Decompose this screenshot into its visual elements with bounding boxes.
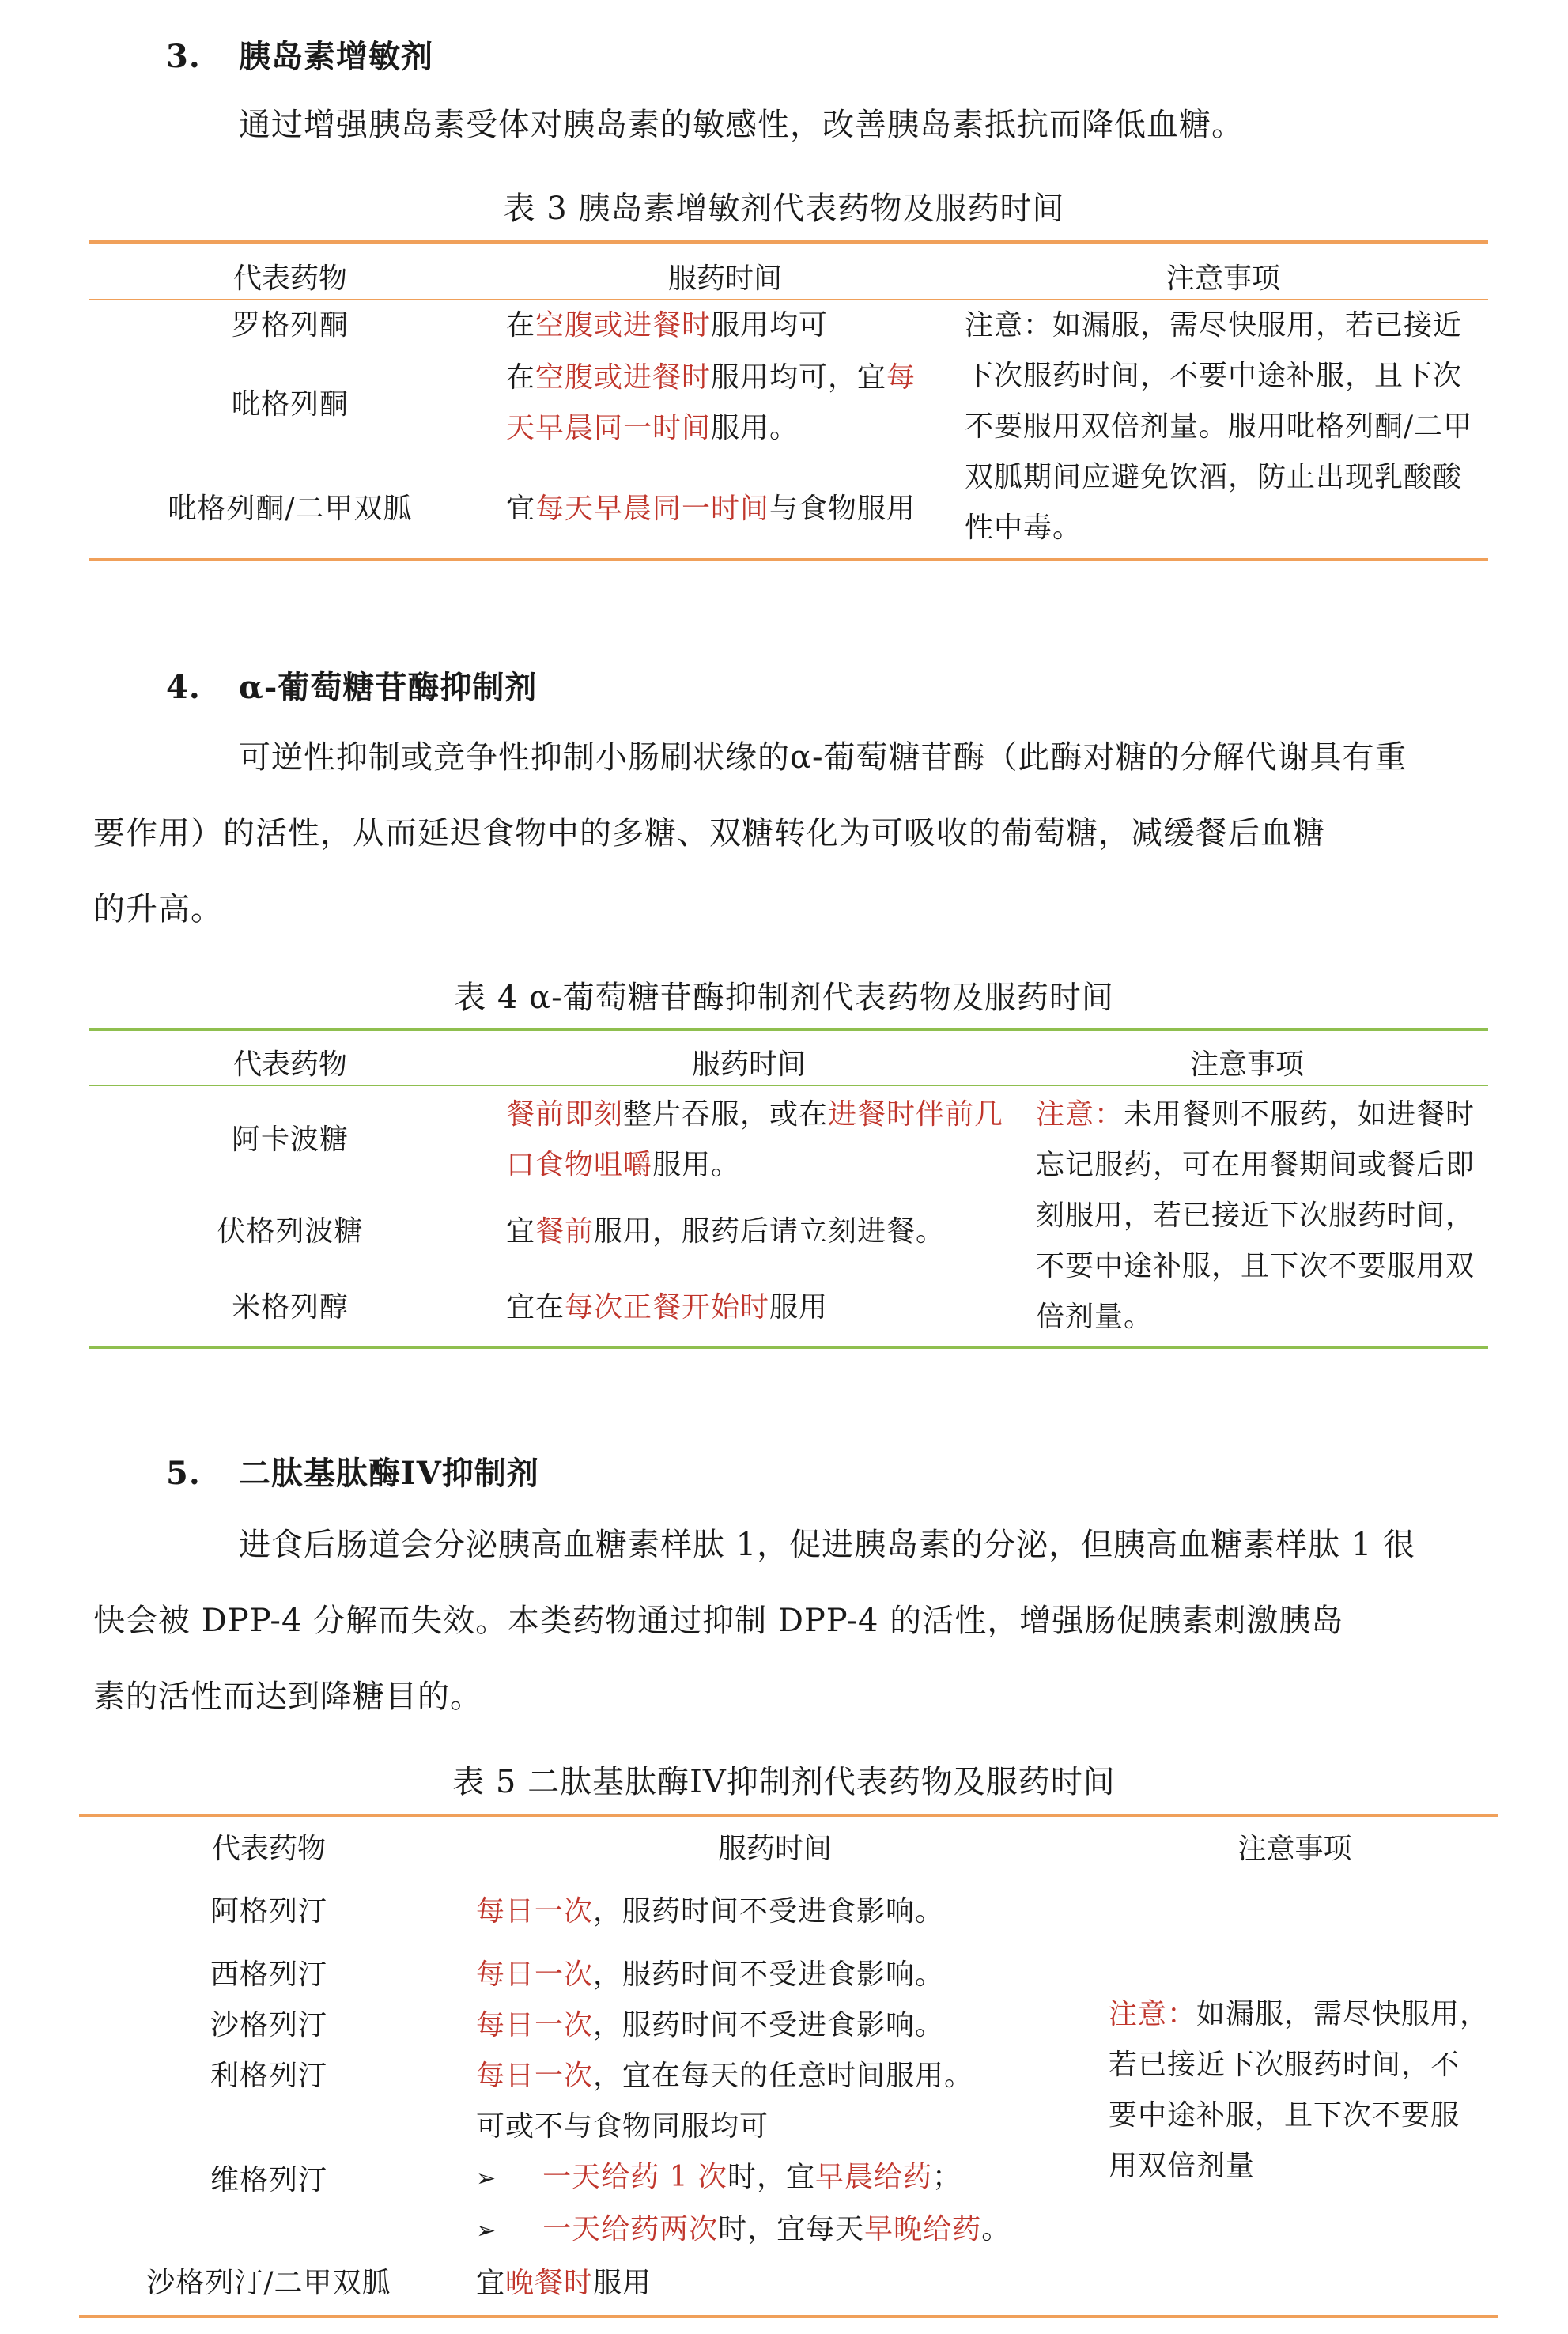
table-header-rule xyxy=(89,1085,1488,1086)
table-header-rule xyxy=(89,299,1488,300)
column-header-drug: 代表药物 xyxy=(232,262,347,295)
time-cell: 宜晚餐时服用 xyxy=(476,2267,652,2299)
bullet-item: ➢ 一天给药 1 次时，宜早晨给药； xyxy=(476,2161,962,2193)
section-paragraph: 可逆性抑制或竞争性抑制小肠刷状缘的α-葡萄糖苷酶（此酶对糖的分解代谢具有重 要作用）的活性，从而延迟食物中的多糖、双糖转化为可吸收的葡萄糖，减缓餐后血糖 的升高。 xyxy=(93,739,1407,927)
section-number: 5. xyxy=(166,1455,201,1492)
time-cell: 每日一次，服药时间不受进食影响。 xyxy=(476,1895,945,1928)
section-title: 胰岛素增敏剂 xyxy=(239,38,433,75)
table-caption: 表 5 二肽基肽酶IV抑制剂代表药物及服药时间 xyxy=(452,1764,1116,1800)
column-header-note: 注意事项 xyxy=(1189,1048,1304,1081)
table-caption: 表 4 α-葡萄糖苷酶抑制剂代表药物及服药时间 xyxy=(454,980,1114,1016)
time-cell: 在空腹或进餐时服用均可 xyxy=(506,309,829,342)
section-paragraph: 通过增强胰岛素受体对胰岛素的敏感性，改善胰岛素抵抗而降低血糖。 xyxy=(239,107,1244,143)
section-heading xyxy=(166,663,537,708)
table-top-rule xyxy=(89,1028,1488,1031)
section-title: α-葡萄糖苷酶抑制剂 xyxy=(239,669,538,706)
note-cell: 注意：未用餐则不服药，如进餐时 忘记服药，可在用餐期间或餐后即 刻服用，若已接近下次服药时间， 不要中途补服，且下次不要服用双 倍剂量。 xyxy=(1036,1098,1475,1333)
time-cell: 宜在每次正餐开始时服用 xyxy=(506,1291,829,1324)
table-caption: 表 3 胰岛素增敏剂代表药物及服药时间 xyxy=(503,191,1065,227)
section-heading xyxy=(166,1448,539,1494)
drug-cell: 伏格列波糖 xyxy=(217,1215,364,1248)
drug-cell: 阿格列汀 xyxy=(210,1895,327,1928)
drug-cell: 利格列汀 xyxy=(210,2060,327,2092)
drug-cell: 沙格列汀 xyxy=(210,2009,327,2041)
arrow-bullet-icon: ➢ xyxy=(476,2217,497,2245)
column-header-time: 服药时间 xyxy=(717,1833,832,1865)
time-cell: 宜餐前服用，服药后请立刻进餐。 xyxy=(506,1215,946,1248)
time-cell: 每日一次，宜在每天的任意时间服用。 xyxy=(476,2060,974,2092)
column-header-time: 服药时间 xyxy=(691,1048,806,1081)
section-title: 二肽基肽酶IV抑制剂 xyxy=(239,1455,539,1492)
arrow-bullet-icon: ➢ xyxy=(476,2165,497,2192)
section-number: 4. xyxy=(166,669,201,706)
table-top-rule xyxy=(79,1814,1498,1817)
table-bottom-rule xyxy=(89,1346,1488,1349)
drug-cell: 西格列汀 xyxy=(210,1958,327,1991)
drug-cell: 阿卡波糖 xyxy=(231,1124,349,1156)
column-header-note: 注意事项 xyxy=(1166,262,1280,295)
bullet-item: ➢ 一天给药两次时，宜每天早晚给药。 xyxy=(476,2213,1011,2245)
time-cell: 宜每天早晨同一时间与食物服用 xyxy=(506,493,916,525)
drug-cell: 罗格列酮 xyxy=(231,309,349,342)
table-bottom-rule xyxy=(79,2315,1498,2318)
note-cell: 注意：如漏服，需尽快服用， 若已接近下次服药时间，不 要中途补服，且下次不要服 用双倍剂量 xyxy=(1109,1998,1490,2182)
drug-cell: 维格列汀 xyxy=(210,2164,327,2196)
note-cell: 注意：如漏服，需尽快服用，若已接近 下次服药时间，不要中途补服，且下次 不要服用双倍剂量。服用吡格列酮/二甲 双胍期间应避免饮酒，防止出现乳酸酸 性中毒。 xyxy=(965,309,1473,544)
drug-cell: 米格列醇 xyxy=(231,1291,349,1324)
time-cell: 可或不与食物同服均可 ➢ 一天给药 1 次时，宜早晨给药； ➢ 一天给药两次时，宜每天早晚给药。 xyxy=(476,2102,1093,2257)
column-header-note: 注意事项 xyxy=(1237,1833,1352,1865)
drug-cell: 吡格列酮 xyxy=(231,388,349,421)
column-header-drug: 代表药物 xyxy=(232,1048,347,1081)
column-header-time: 服药时间 xyxy=(667,262,782,295)
time-cell: 每日一次，服药时间不受进食影响。 xyxy=(476,1958,945,1991)
table-top-rule xyxy=(89,240,1488,244)
column-header-drug: 代表药物 xyxy=(211,1833,326,1865)
section-heading xyxy=(166,32,433,77)
section-number: 3. xyxy=(166,38,201,75)
section-paragraph: 进食后肠道会分泌胰高血糖素样肽 1，促进胰岛素的分泌，但胰高血糖素样肽 1 很 快会被 DPP-4 分解而失效。本类药物通过抑制 DPP-4 的活性，增强肠促胰素刺激胰岛 素的活性而达到降糖目的。 xyxy=(93,1527,1416,1715)
time-cell: 每日一次，服药时间不受进食影响。 xyxy=(476,2009,945,2041)
drug-cell: 沙格列汀/二甲双胍 xyxy=(146,2267,391,2299)
drug-cell: 吡格列酮/二甲双胍 xyxy=(168,493,413,525)
table-bottom-rule xyxy=(89,558,1488,561)
time-cell: 在空腹或进餐时服用均可，宜每 天早晨同一时间服用。 xyxy=(506,361,916,444)
time-cell: 餐前即刻整片吞服，或在进餐时伴前几 口食物咀嚼服用。 xyxy=(506,1098,1004,1181)
